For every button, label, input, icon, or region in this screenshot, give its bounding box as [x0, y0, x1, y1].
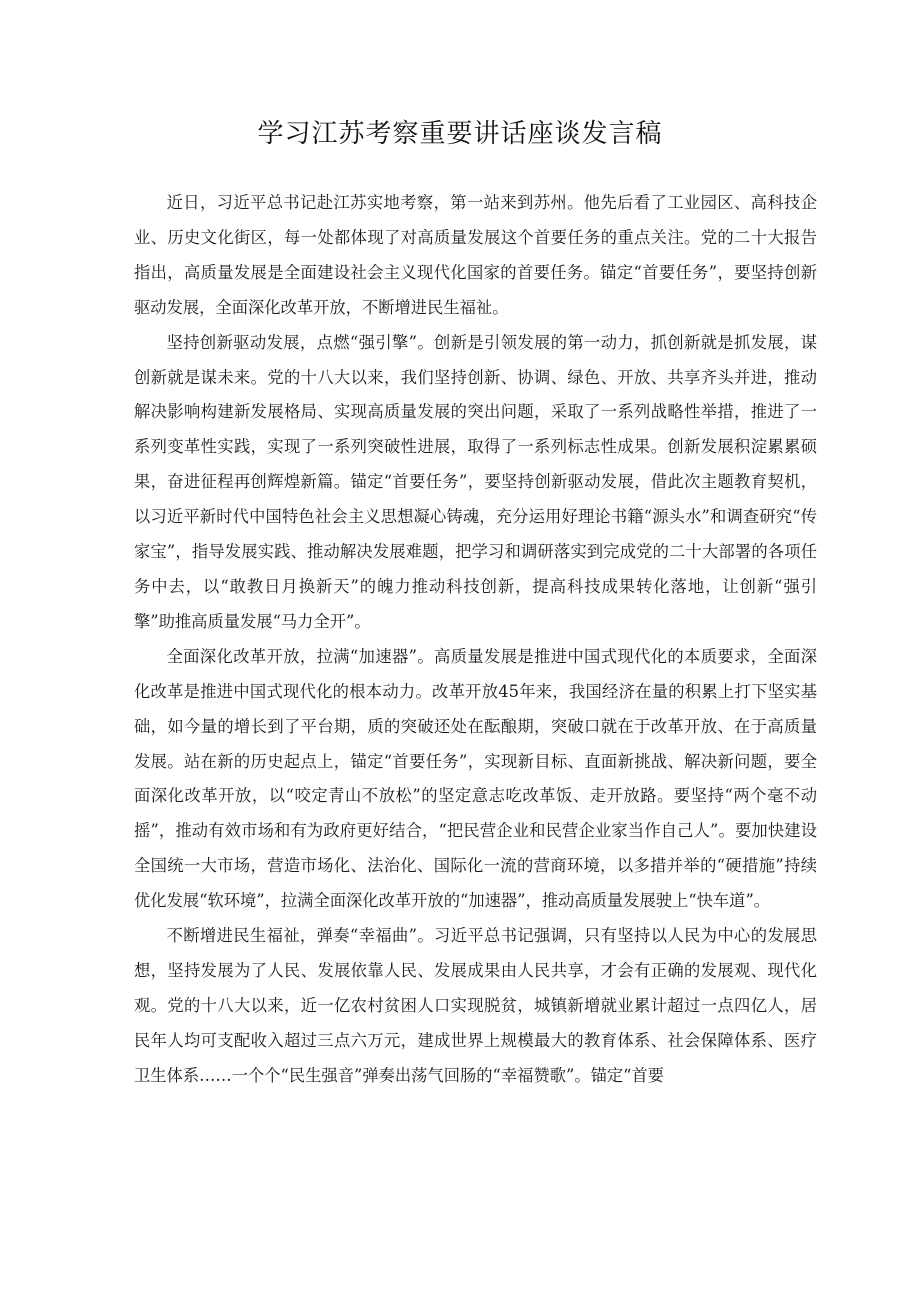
paragraph-intro: 近日，习近平总书记赴江苏实地考察，第一站来到苏州。他先后看了工业园区、高科技企业、历史文化街区，每一处都体现了对高质量发展这个首要任务的重点关注。党的二十大报告指出，高质量发展是全面建设社会主义现代化国家的首要任务。锚定“首要任务”，要坚持创新驱动发展，全面深化改革开放，不断增进民生福祉。	[134, 193, 817, 317]
document-body	[134, 186, 817, 1094]
paragraph-wellbeing: 不断增进民生福祉，弹奏“幸福曲”。习近平总书记强调，只有坚持以人民为中心的发展思想，坚持发展为了人民、发展依靠人民、发展成果由人民共享，才会有正确的发展观、现代化观。党的十八大以来，近一亿农村贫困人口实现脱贫，城镇新增就业累计超过一点四亿人，居民年人均可支配收入超过三点六万元，建成世界上规模最大的教育体系、社会保障体系、医疗卫生体系……一个个“民生强音”弹奏出荡气回肠的“幸福赞歌”。锚定“首要	[134, 926, 817, 1085]
paragraph-reform: 全面深化改革开放，拉满“加速器”。高质量发展是推进中国式现代化的本质要求，全面深化改革是推进中国式现代化的根本动力。改革开放45年来，我国经济在量的积累上打下坚实基础，如今量的增长到了平台期，质的突破还处在酝酿期，突破口就在于改革开放、在于高质量发展。站在新的历史起点上，锚定“首要任务”，实现新目标、直面新挑战、解决新问题，要全面深化改革开放，以“咬定青山不放松”的坚定意志吃改革饭、走开放路。要坚持“两个毫不动摇”，推动有效市场和有为政府更好结合，“把民营企业和民营企业家当作自己人”。要加快建设全国统一大市场，营造市场化、法治化、国际化一流的营商环境，以多措并举的“硬措施”持续优化发展“软环境”，拉满全面深化改革开放的“加速器”，推动高质量发展驶上“快车道”。	[134, 646, 817, 911]
paragraph-innovation: 坚持创新驱动发展，点燃“强引擎”。创新是引领发展的第一动力，抓创新就是抓发展，谋创新就是谋未来。党的十八大以来，我们坚持创新、协调、绿色、开放、共享齐头并进，推动解决影响构建新发展格局、实现高质量发展的突出问题，采取了一系列战略性举措，推进了一系列变革性实践，实现了一系列突破性进展，取得了一系列标志性成果。创新发展积淀累累硕果，奋进征程再创辉煌新篇。锚定“首要任务”，要坚持创新驱动发展，借此次主题教育契机，以习近平新时代中国特色社会主义思想凝心铸魂，充分运用好理论书籍“源头水”和调查研究“传家宝”，指导发展实践、推动解决发展难题，把学习和调研落实到完成党的二十大部署的各项任务中去，以“敢教日月换新天”的魄力推动科技创新，提高科技成果转化落地，让创新“强引擎”助推高质量发展“马力全开”。	[134, 332, 817, 631]
document-title: 学习江苏考察重要讲话座谈发言稿	[257, 119, 663, 149]
